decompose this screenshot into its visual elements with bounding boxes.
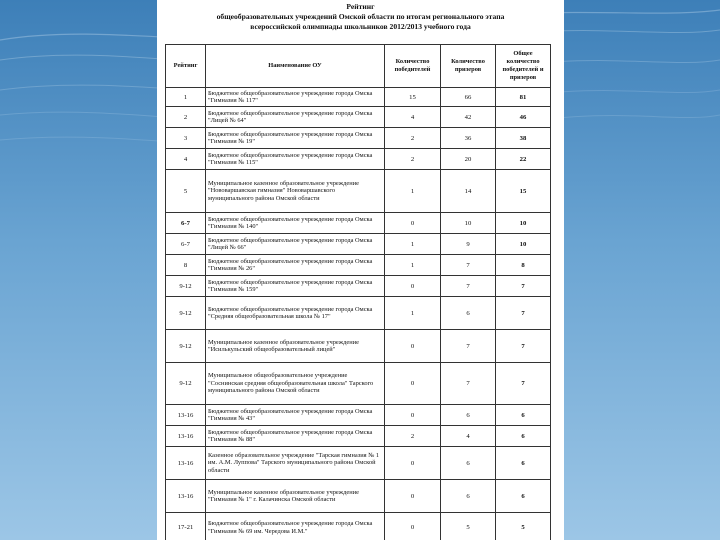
row-rank: 17-21 bbox=[166, 513, 206, 540]
document-sheet bbox=[157, 0, 564, 540]
table-row bbox=[166, 480, 551, 513]
row-total: 15 bbox=[496, 170, 551, 213]
row-winners: 0 bbox=[385, 276, 441, 297]
row-prizes: 14 bbox=[441, 170, 496, 213]
row-total: 81 bbox=[496, 88, 551, 107]
table-header-row bbox=[166, 45, 551, 88]
row-prizes: 7 bbox=[441, 330, 496, 363]
row-winners: 4 bbox=[385, 107, 441, 128]
row-prizes: 6 bbox=[441, 405, 496, 426]
row-total: 10 bbox=[496, 213, 551, 234]
row-winners: 15 bbox=[385, 88, 441, 107]
table-row bbox=[166, 426, 551, 447]
table-row bbox=[166, 513, 551, 540]
row-total: 6 bbox=[496, 447, 551, 480]
row-rank: 13-16 bbox=[166, 405, 206, 426]
row-name: Бюджетное общеобразовательное учреждение города Омска "Лицей № 64" bbox=[206, 107, 385, 128]
row-rank: 4 bbox=[166, 149, 206, 170]
row-total: 6 bbox=[496, 426, 551, 447]
row-total: 7 bbox=[496, 363, 551, 405]
rating-table bbox=[165, 44, 551, 540]
row-winners: 0 bbox=[385, 447, 441, 480]
row-rank: 6-7 bbox=[166, 213, 206, 234]
row-winners: 0 bbox=[385, 513, 441, 540]
header-total: Общее количество победителей и призеров bbox=[496, 45, 551, 88]
table-row bbox=[166, 213, 551, 234]
row-rank: 9-12 bbox=[166, 276, 206, 297]
row-winners: 2 bbox=[385, 426, 441, 447]
row-prizes: 7 bbox=[441, 276, 496, 297]
row-rank: 9-12 bbox=[166, 297, 206, 330]
table-row bbox=[166, 363, 551, 405]
row-total: 10 bbox=[496, 234, 551, 255]
row-name: Бюджетное общеобразовательное учреждение города Омска "Гимназия № 69 им. Чередова И.М." bbox=[206, 513, 385, 540]
row-winners: 0 bbox=[385, 330, 441, 363]
title-line-2: общеобразовательных учреждений Омской области по итогам регионального этапа bbox=[216, 12, 505, 21]
row-name: Бюджетное общеобразовательное учреждение города Омска "Гимназия № 43" bbox=[206, 405, 385, 426]
row-rank: 2 bbox=[166, 107, 206, 128]
table-row bbox=[166, 234, 551, 255]
table-row bbox=[166, 107, 551, 128]
row-rank: 13-16 bbox=[166, 426, 206, 447]
header-winners: Количество победителей bbox=[385, 45, 441, 88]
row-name: Казенное образовательное учреждение "Тарская гимназия № 1 им. А.М. Луппова" Тарского муниципального района Омской области bbox=[206, 447, 385, 480]
row-name: Бюджетное общеобразовательное учреждение города Омска "Гимназия № 88" bbox=[206, 426, 385, 447]
row-total: 8 bbox=[496, 255, 551, 276]
row-name: Муниципальное казенное образовательное учреждение "Исилькульский общеобразовательный лицей" bbox=[206, 330, 385, 363]
row-winners: 1 bbox=[385, 234, 441, 255]
row-prizes: 5 bbox=[441, 513, 496, 540]
row-winners: 0 bbox=[385, 213, 441, 234]
row-name: Муниципальное общеобразовательное учреждение "Соснинская средняя общеобразовательная школа" Тарского муниципального района Омской области bbox=[206, 363, 385, 405]
row-name: Бюджетное общеобразовательное учреждение города Омска "Лицей № 66" bbox=[206, 234, 385, 255]
row-total: 46 bbox=[496, 107, 551, 128]
row-rank: 3 bbox=[166, 128, 206, 149]
table-row bbox=[166, 128, 551, 149]
row-prizes: 4 bbox=[441, 426, 496, 447]
row-winners: 2 bbox=[385, 128, 441, 149]
table-row bbox=[166, 330, 551, 363]
row-name: Бюджетное общеобразовательное учреждение города Омска "Гимназия № 26" bbox=[206, 255, 385, 276]
row-total: 7 bbox=[496, 330, 551, 363]
row-prizes: 6 bbox=[441, 447, 496, 480]
row-total: 6 bbox=[496, 480, 551, 513]
row-total: 22 bbox=[496, 149, 551, 170]
row-winners: 1 bbox=[385, 297, 441, 330]
table-row bbox=[166, 297, 551, 330]
row-prizes: 7 bbox=[441, 255, 496, 276]
row-rank: 13-16 bbox=[166, 480, 206, 513]
row-name: Бюджетное общеобразовательное учреждение города Омска "Средняя общеобразовательная школа № 17" bbox=[206, 297, 385, 330]
document-title bbox=[157, 2, 564, 32]
row-total: 38 bbox=[496, 128, 551, 149]
title-line-3: всероссийской олимпиады школьников 2012/2013 учебного года bbox=[250, 22, 471, 31]
row-prizes: 36 bbox=[441, 128, 496, 149]
row-winners: 0 bbox=[385, 363, 441, 405]
row-name: Бюджетное общеобразовательное учреждение города Омска "Гимназия № 117" bbox=[206, 88, 385, 107]
row-prizes: 7 bbox=[441, 363, 496, 405]
row-prizes: 6 bbox=[441, 297, 496, 330]
row-prizes: 42 bbox=[441, 107, 496, 128]
header-prizes: Количество призеров bbox=[441, 45, 496, 88]
row-name: Бюджетное общеобразовательное учреждение города Омска "Гимназия № 159" bbox=[206, 276, 385, 297]
row-rank: 5 bbox=[166, 170, 206, 213]
row-winners: 1 bbox=[385, 255, 441, 276]
row-prizes: 9 bbox=[441, 234, 496, 255]
row-total: 5 bbox=[496, 513, 551, 540]
row-rank: 1 bbox=[166, 88, 206, 107]
title-line-1: Рейтинг bbox=[346, 2, 375, 11]
table-row bbox=[166, 276, 551, 297]
header-name: Наименование ОУ bbox=[206, 45, 385, 88]
row-name: Бюджетное общеобразовательное учреждение города Омска "Гимназия № 140" bbox=[206, 213, 385, 234]
table-row bbox=[166, 149, 551, 170]
row-prizes: 10 bbox=[441, 213, 496, 234]
row-rank: 8 bbox=[166, 255, 206, 276]
row-winners: 0 bbox=[385, 405, 441, 426]
table-row bbox=[166, 447, 551, 480]
row-prizes: 66 bbox=[441, 88, 496, 107]
row-name: Бюджетное общеобразовательное учреждение города Омска "Гимназия № 115" bbox=[206, 149, 385, 170]
table-row bbox=[166, 88, 551, 107]
row-rank: 13-16 bbox=[166, 447, 206, 480]
row-rank: 9-12 bbox=[166, 363, 206, 405]
table-row bbox=[166, 405, 551, 426]
row-prizes: 6 bbox=[441, 480, 496, 513]
row-name: Муниципальное казенное образовательное учреждение "Нововаршавская гимназия" Нововаршавского муниципального района Омской области bbox=[206, 170, 385, 213]
table-row bbox=[166, 255, 551, 276]
row-rank: 9-12 bbox=[166, 330, 206, 363]
row-winners: 0 bbox=[385, 480, 441, 513]
row-total: 7 bbox=[496, 276, 551, 297]
row-winners: 2 bbox=[385, 149, 441, 170]
row-prizes: 20 bbox=[441, 149, 496, 170]
header-rank: Рейтинг bbox=[166, 45, 206, 88]
row-total: 6 bbox=[496, 405, 551, 426]
row-name: Бюджетное общеобразовательное учреждение города Омска "Гимназия № 19" bbox=[206, 128, 385, 149]
row-rank: 6-7 bbox=[166, 234, 206, 255]
table-row bbox=[166, 170, 551, 213]
row-total: 7 bbox=[496, 297, 551, 330]
row-name: Муниципальное казенное образовательное учреждение "Гимназия № 1" г. Калачинска Омской области bbox=[206, 480, 385, 513]
row-winners: 1 bbox=[385, 170, 441, 213]
